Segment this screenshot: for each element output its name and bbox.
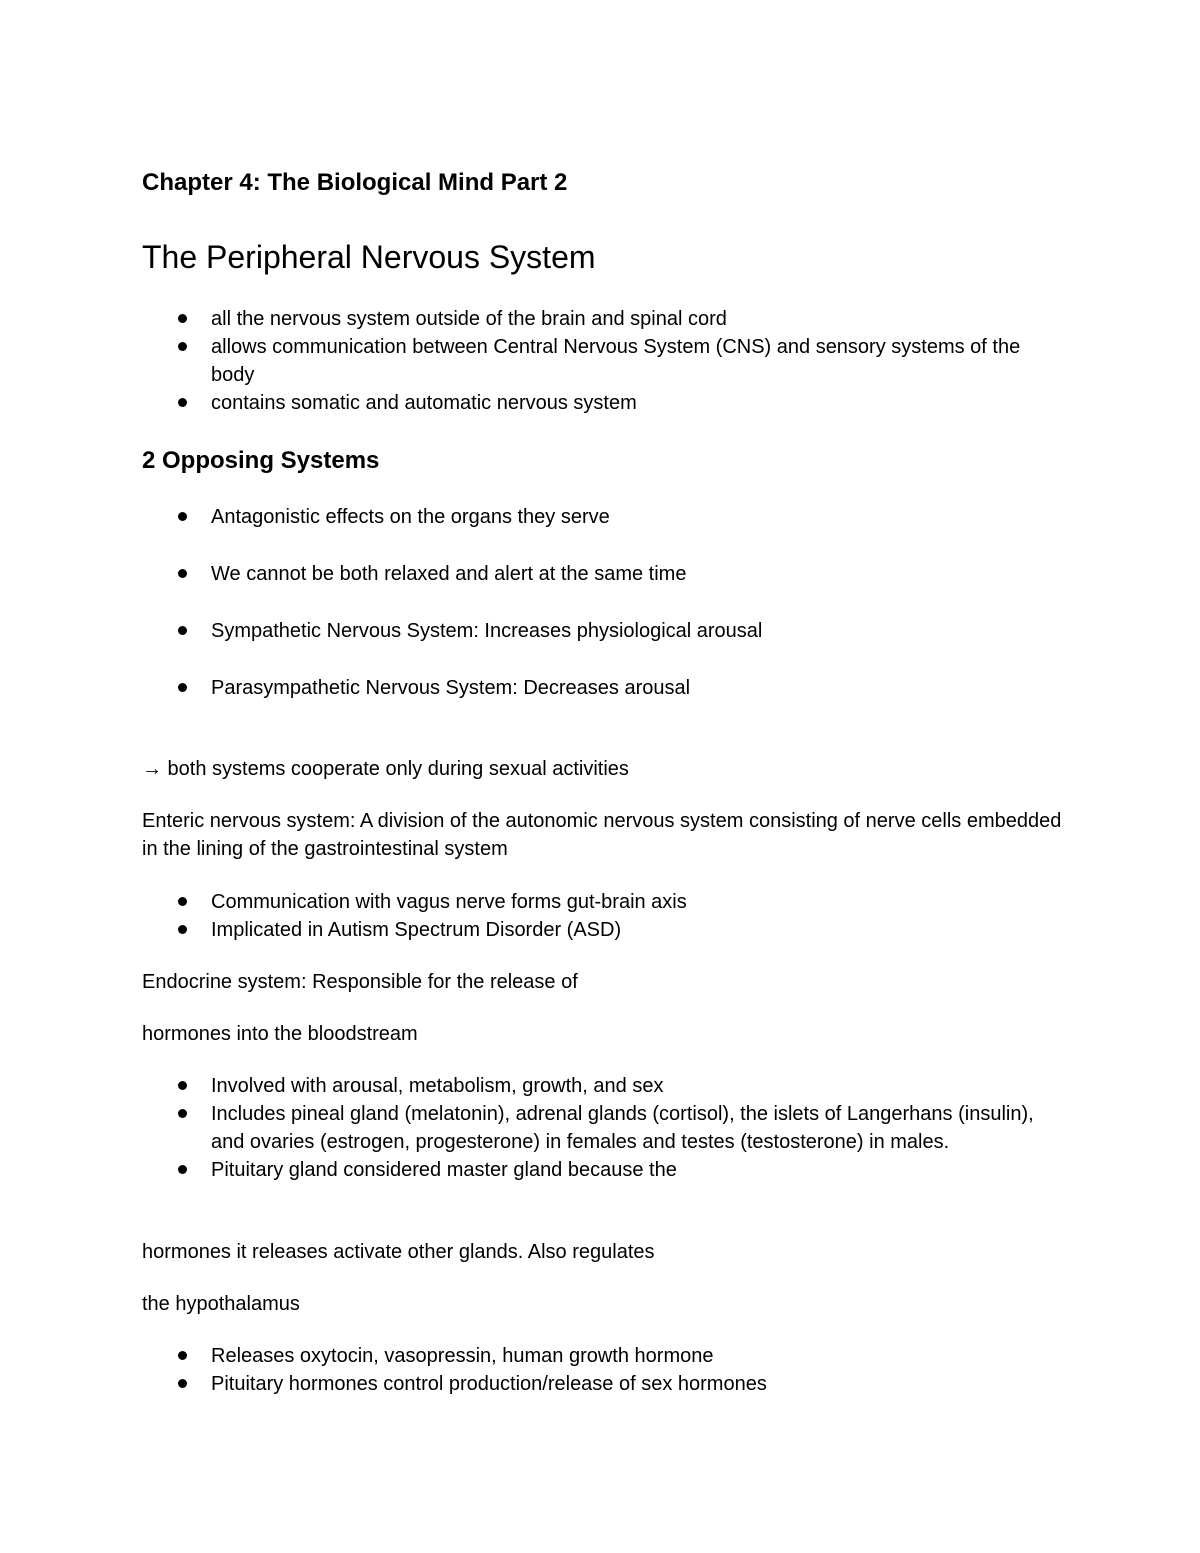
list-item: Pituitary gland considered master gland because the (142, 1156, 1062, 1184)
bullet-icon (178, 1109, 187, 1118)
bullet-icon (178, 1165, 187, 1174)
endocrine-line-1: Endocrine system: Responsible for the release of (142, 971, 578, 993)
pituitary-line-2: the hypothalamus (142, 1293, 300, 1315)
bullet-icon (178, 925, 187, 934)
bullet-icon (178, 683, 187, 692)
bullet-icon (178, 1379, 187, 1388)
bullet-icon (178, 897, 187, 906)
bullet-icon (178, 1081, 187, 1090)
list-item: all the nervous system outside of the brain and spinal cord (142, 305, 1062, 333)
bullet-icon (178, 512, 187, 521)
bullet-icon (178, 398, 187, 407)
opposing-bullet-list (142, 503, 1062, 702)
list-item: Releases oxytocin, vasopressin, human growth hormone (142, 1342, 1062, 1370)
bullet-icon (178, 626, 187, 635)
list-item: We cannot be both relaxed and alert at the same time (142, 560, 1062, 588)
bullet-icon (178, 314, 187, 323)
pns-bullet-list (142, 305, 1062, 417)
list-item: Implicated in Autism Spectrum Disorder (ASD) (142, 916, 1062, 944)
list-item: Parasympathetic Nervous System: Decreases arousal (142, 674, 1062, 702)
list-item: Includes pineal gland (melatonin), adrenal glands (cortisol), the islets of Langerhans (insulin), and ovaries (estrogen, progesterone) in females and testes (testosterone) in males. (142, 1100, 1062, 1156)
list-item: allows communication between Central Nervous System (CNS) and sensory systems of the body (142, 333, 1062, 389)
list-item: Sympathetic Nervous System: Increases physiological arousal (142, 617, 1062, 645)
section-heading-opposing: 2 Opposing Systems (142, 447, 380, 474)
list-item: Involved with arousal, metabolism, growth, and sex (142, 1072, 1062, 1100)
hypothalamus-bullet-list (142, 1342, 1062, 1398)
bullet-icon (178, 342, 187, 351)
arrow-note: → both systems cooperate only during sexual activities (142, 758, 629, 780)
list-item: contains somatic and automatic nervous system (142, 389, 1062, 417)
endocrine-bullet-list (142, 1072, 1062, 1184)
section-heading-pns: The Peripheral Nervous System (142, 239, 596, 275)
list-item: Communication with vagus nerve forms gut-brain axis (142, 888, 1062, 916)
enteric-paragraph: Enteric nervous system: A division of the autonomic nervous system consisting of nerve cells embedded in the lining of the gastrointestinal system (142, 810, 1062, 860)
chapter-title: Chapter 4: The Biological Mind Part 2 (142, 169, 568, 196)
bullet-icon (178, 1351, 187, 1360)
endocrine-line-2: hormones into the bloodstream (142, 1023, 418, 1045)
bullet-icon (178, 569, 187, 578)
list-item: Pituitary hormones control production/release of sex hormones (142, 1370, 1062, 1398)
enteric-bullet-list (142, 888, 1062, 944)
list-item: Antagonistic effects on the organs they serve (142, 503, 1062, 531)
pituitary-line-1: hormones it releases activate other glands. Also regulates (142, 1241, 655, 1263)
